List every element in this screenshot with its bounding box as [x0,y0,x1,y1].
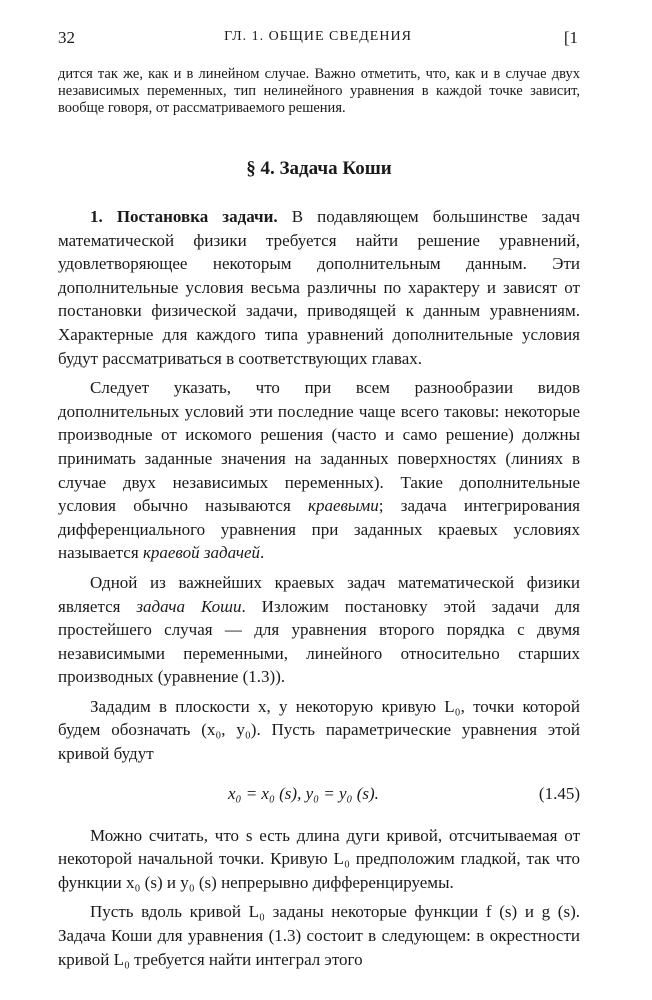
paragraph-text: . [260,543,265,563]
intro-paragraph: дится так же, как и в линейном случае. Важно отметить, что, как и в случае двух независимых переменных, тип нелинейного уравнения в каждой точке зависит, вообще говоря, от рассматриваемого решения. [58,66,580,116]
running-title: ГЛ. 1. ОБЩИЕ СВЕДЕНИЯ [224,29,412,44]
section-title: § 4. Задача Коши [246,158,392,179]
paragraph-cauchy-intro [58,571,580,689]
subsection-heading: 1. Постановка задачи. [90,207,278,226]
paragraph-arc-length: Можно считать, что s есть длина дуги кривой, отсчитываемая от некоторой начальной точки. Кривую L₀ предположим гладкой, так что функции x₀ (s) и y₀ (s) непрерывно дифференцируемы. [58,825,580,892]
term-boundary: краевыми [308,496,379,516]
equation-1-45 [58,780,580,810]
running-header [58,28,578,50]
paragraph-problem-statement [58,205,580,370]
paragraph-text: Следует указать, что при всем разнообразии видов дополнительных условий эти последние чаще всего таковы: некоторые производные от искомого решения (часто и само решение) должны принимать заданные значения на заданных поверхностях (линиях в случае двух независимых переменных). Такие дополнительные условия обычно называются [58,378,580,516]
paragraph-curve: Зададим в плоскости x, y некоторую кривую L₀, точки которой будем обозначать (x₀, y₀). Пусть параметрические уравнения этой кривой будут [58,696,580,764]
paragraph-text: ; задача интегрирования дифференциального уравнения при заданных краевых условиях называется [58,496,580,563]
equation-formula: x₀ = x₀ (s), y₀ = y₀ (s). [228,783,379,803]
paragraph-text: Одной из важнейших краевых задач математической физики является [58,572,580,616]
term-boundary-problem: краевой задачей [142,543,261,563]
equation-number: (1.45) [538,783,580,803]
term-cauchy-problem: задача Коши [136,596,242,616]
paragraph-boundary-conditions [58,376,580,565]
section-mark: [1 [563,28,578,47]
page-number: 32 [58,28,75,47]
paragraph-text: . Изложим постановку этой задачи для простейшего случая — для уравнения второго порядка с двумя независимыми переменными, линейного относительно старших производных (уравнение (1.3)). [58,596,580,687]
paragraph-cauchy-statement: Пусть вдоль кривой L₀ заданы некоторые функции f (s) и g (s). Задача Коши для уравнения (1.3) состоит в следующем: в окрестности кривой L₀ требуется найти интеграл этого [58,902,580,969]
body-text [58,205,580,977]
paragraph-text: В подавляющем большинстве задач математической физики требуется найти решение уравнений, удовлетворяющее некоторым дополнительным данным. Эти дополнительные условия весьма различны по характеру и зависят от постановки физической задачи, приводящей к данным уравнениям. Характерные для каждого типа уравнений дополнительные условия будут рассматриваться в соответствующих главах. [58,207,580,368]
